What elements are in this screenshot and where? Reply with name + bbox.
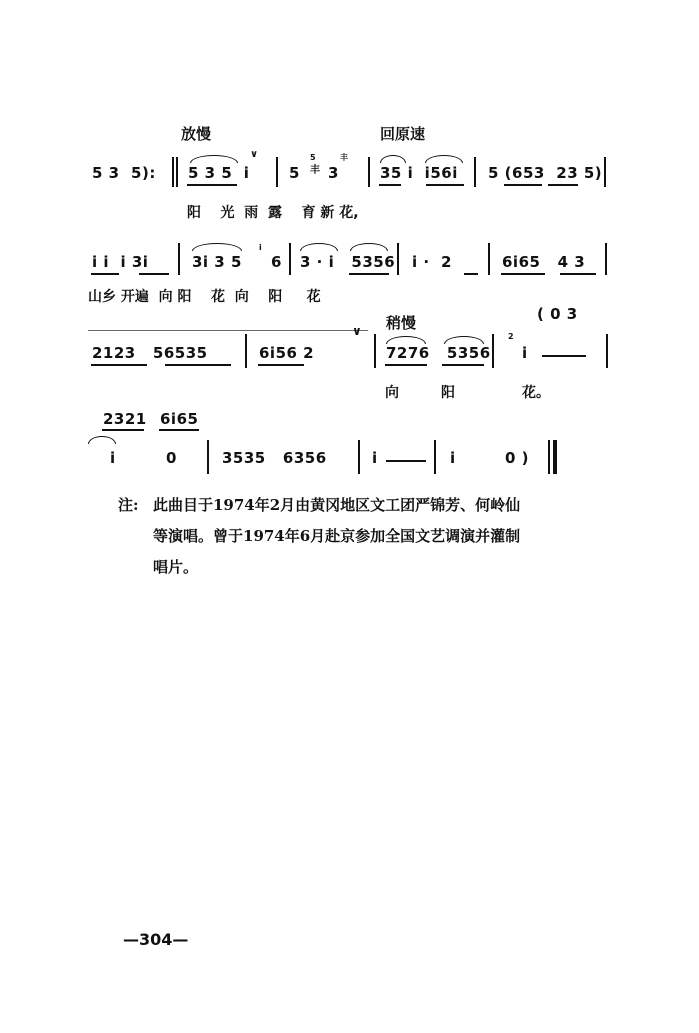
notes-s2-f: 6i65 4 3 bbox=[502, 253, 586, 271]
notes-s3-d: i bbox=[522, 344, 528, 362]
underline-beam bbox=[379, 184, 401, 186]
page-number: —304— bbox=[123, 930, 189, 949]
underline-beam bbox=[349, 273, 389, 275]
notes-s4-e: i bbox=[450, 449, 456, 467]
notes-s2-a: i i i 3i bbox=[92, 253, 149, 271]
lyrics-s1: 阳 光 雨 露 育 新 花, bbox=[187, 205, 359, 221]
barline bbox=[245, 334, 247, 368]
notes-s4-c: 3535 6356 bbox=[222, 449, 327, 467]
dash-line bbox=[542, 355, 586, 357]
barline bbox=[172, 157, 174, 187]
slur bbox=[380, 155, 406, 163]
slur bbox=[300, 243, 338, 251]
slur bbox=[190, 155, 238, 163]
barline bbox=[207, 440, 209, 474]
lyric-word: 向 bbox=[385, 385, 399, 401]
notes-s3-c: 7276 5356 bbox=[386, 344, 491, 362]
lyric-word: 花。 bbox=[522, 385, 550, 401]
final-barline bbox=[553, 440, 557, 474]
notes-s4-d: i bbox=[372, 449, 378, 467]
underline-beam bbox=[258, 364, 304, 366]
slur bbox=[444, 336, 484, 344]
barline bbox=[434, 440, 436, 474]
barline bbox=[605, 243, 607, 275]
underline-beam bbox=[426, 184, 464, 186]
barline bbox=[492, 334, 494, 368]
barline bbox=[397, 243, 399, 275]
note-line-1: 此曲目于1974年2月由黄冈地区文工团严锦芳、何岭仙 bbox=[153, 496, 521, 514]
grace-note: 2 bbox=[508, 332, 514, 341]
underline-beam bbox=[91, 364, 147, 366]
note-label: 注: bbox=[118, 496, 139, 514]
notes-s2-c: 6 bbox=[271, 253, 282, 271]
underline-beam bbox=[548, 184, 578, 186]
notes-s1-b: 5 3 5 i bbox=[188, 164, 250, 182]
notes-s2-b: 3i 3 5 bbox=[192, 253, 242, 271]
underline-beam bbox=[464, 273, 478, 275]
underline-beam bbox=[91, 273, 119, 275]
trill-mark: 丰 bbox=[340, 153, 348, 162]
barline bbox=[474, 157, 476, 187]
notes-s4-a: i bbox=[110, 449, 116, 467]
faint-rule bbox=[88, 330, 368, 331]
notes-s3-a: 2123 56535 bbox=[92, 344, 208, 362]
barline bbox=[178, 243, 180, 275]
notes-s2-d: 3 · i 5356 bbox=[300, 253, 396, 271]
note-line-2: 等演唱。曾于1974年6月赴京参加全国文艺调演并灌制 bbox=[153, 527, 521, 545]
dash-line bbox=[386, 460, 426, 462]
slur bbox=[350, 243, 388, 251]
grace-note: 5 bbox=[310, 153, 316, 162]
notes-s1-e: 35 i i56i bbox=[380, 164, 458, 182]
notes-s3-b: 6i56 2 bbox=[259, 344, 315, 362]
note-line-3: 唱片。 bbox=[153, 558, 199, 576]
barline bbox=[368, 157, 370, 187]
barline bbox=[374, 334, 376, 368]
paren-notes-s3: ( 0 3 bbox=[537, 305, 578, 323]
underline-beam bbox=[159, 429, 199, 431]
notes-s2-e: i · 2 bbox=[412, 253, 452, 271]
notes-s1-d: 3 bbox=[328, 164, 339, 182]
underline-beam bbox=[385, 364, 427, 366]
barline bbox=[176, 157, 178, 187]
underline-beam bbox=[165, 364, 231, 366]
underline-beam bbox=[442, 364, 484, 366]
underline-beam bbox=[187, 184, 237, 186]
underline-beam bbox=[139, 273, 169, 275]
notes-s1-f: 5 (653 23 5) bbox=[488, 164, 603, 182]
final-barline bbox=[548, 440, 550, 474]
notes-s4-f: 0 ) bbox=[505, 449, 530, 467]
underline-beam bbox=[501, 273, 545, 275]
slur bbox=[192, 243, 242, 251]
trill-mark: 丰 bbox=[310, 165, 320, 176]
upper-notes-a: 2321 bbox=[103, 410, 147, 428]
barline bbox=[276, 157, 278, 187]
breath-mark: ∨ bbox=[352, 324, 362, 338]
upper-notes-b: 6i65 bbox=[160, 410, 199, 428]
underline-beam bbox=[560, 273, 596, 275]
barline bbox=[289, 243, 291, 275]
notes-s4-b: 0 bbox=[166, 449, 177, 467]
tempo-mark-slightly-slow: 稍慢 bbox=[386, 314, 417, 332]
slur bbox=[88, 436, 116, 444]
underline-beam bbox=[102, 429, 144, 431]
slur bbox=[425, 155, 463, 163]
grace-note: i bbox=[259, 243, 262, 252]
slur bbox=[386, 336, 426, 344]
tempo-mark-return: 回原速 bbox=[380, 125, 426, 143]
barline bbox=[606, 334, 608, 368]
notes-s1-c: 5 bbox=[289, 164, 300, 182]
tempo-mark-slow: 放慢 bbox=[181, 125, 212, 143]
lyrics-s2: 山乡 开遍 向 阳 花 向 阳 花 bbox=[88, 289, 321, 305]
lyric-word: 阳 bbox=[441, 385, 455, 401]
barline bbox=[358, 440, 360, 474]
underline-beam bbox=[504, 184, 542, 186]
notes-s1-a: 5 3 5): bbox=[92, 164, 156, 182]
barline bbox=[604, 157, 606, 187]
ornament-mark: ∨ bbox=[250, 149, 259, 160]
barline bbox=[488, 243, 490, 275]
